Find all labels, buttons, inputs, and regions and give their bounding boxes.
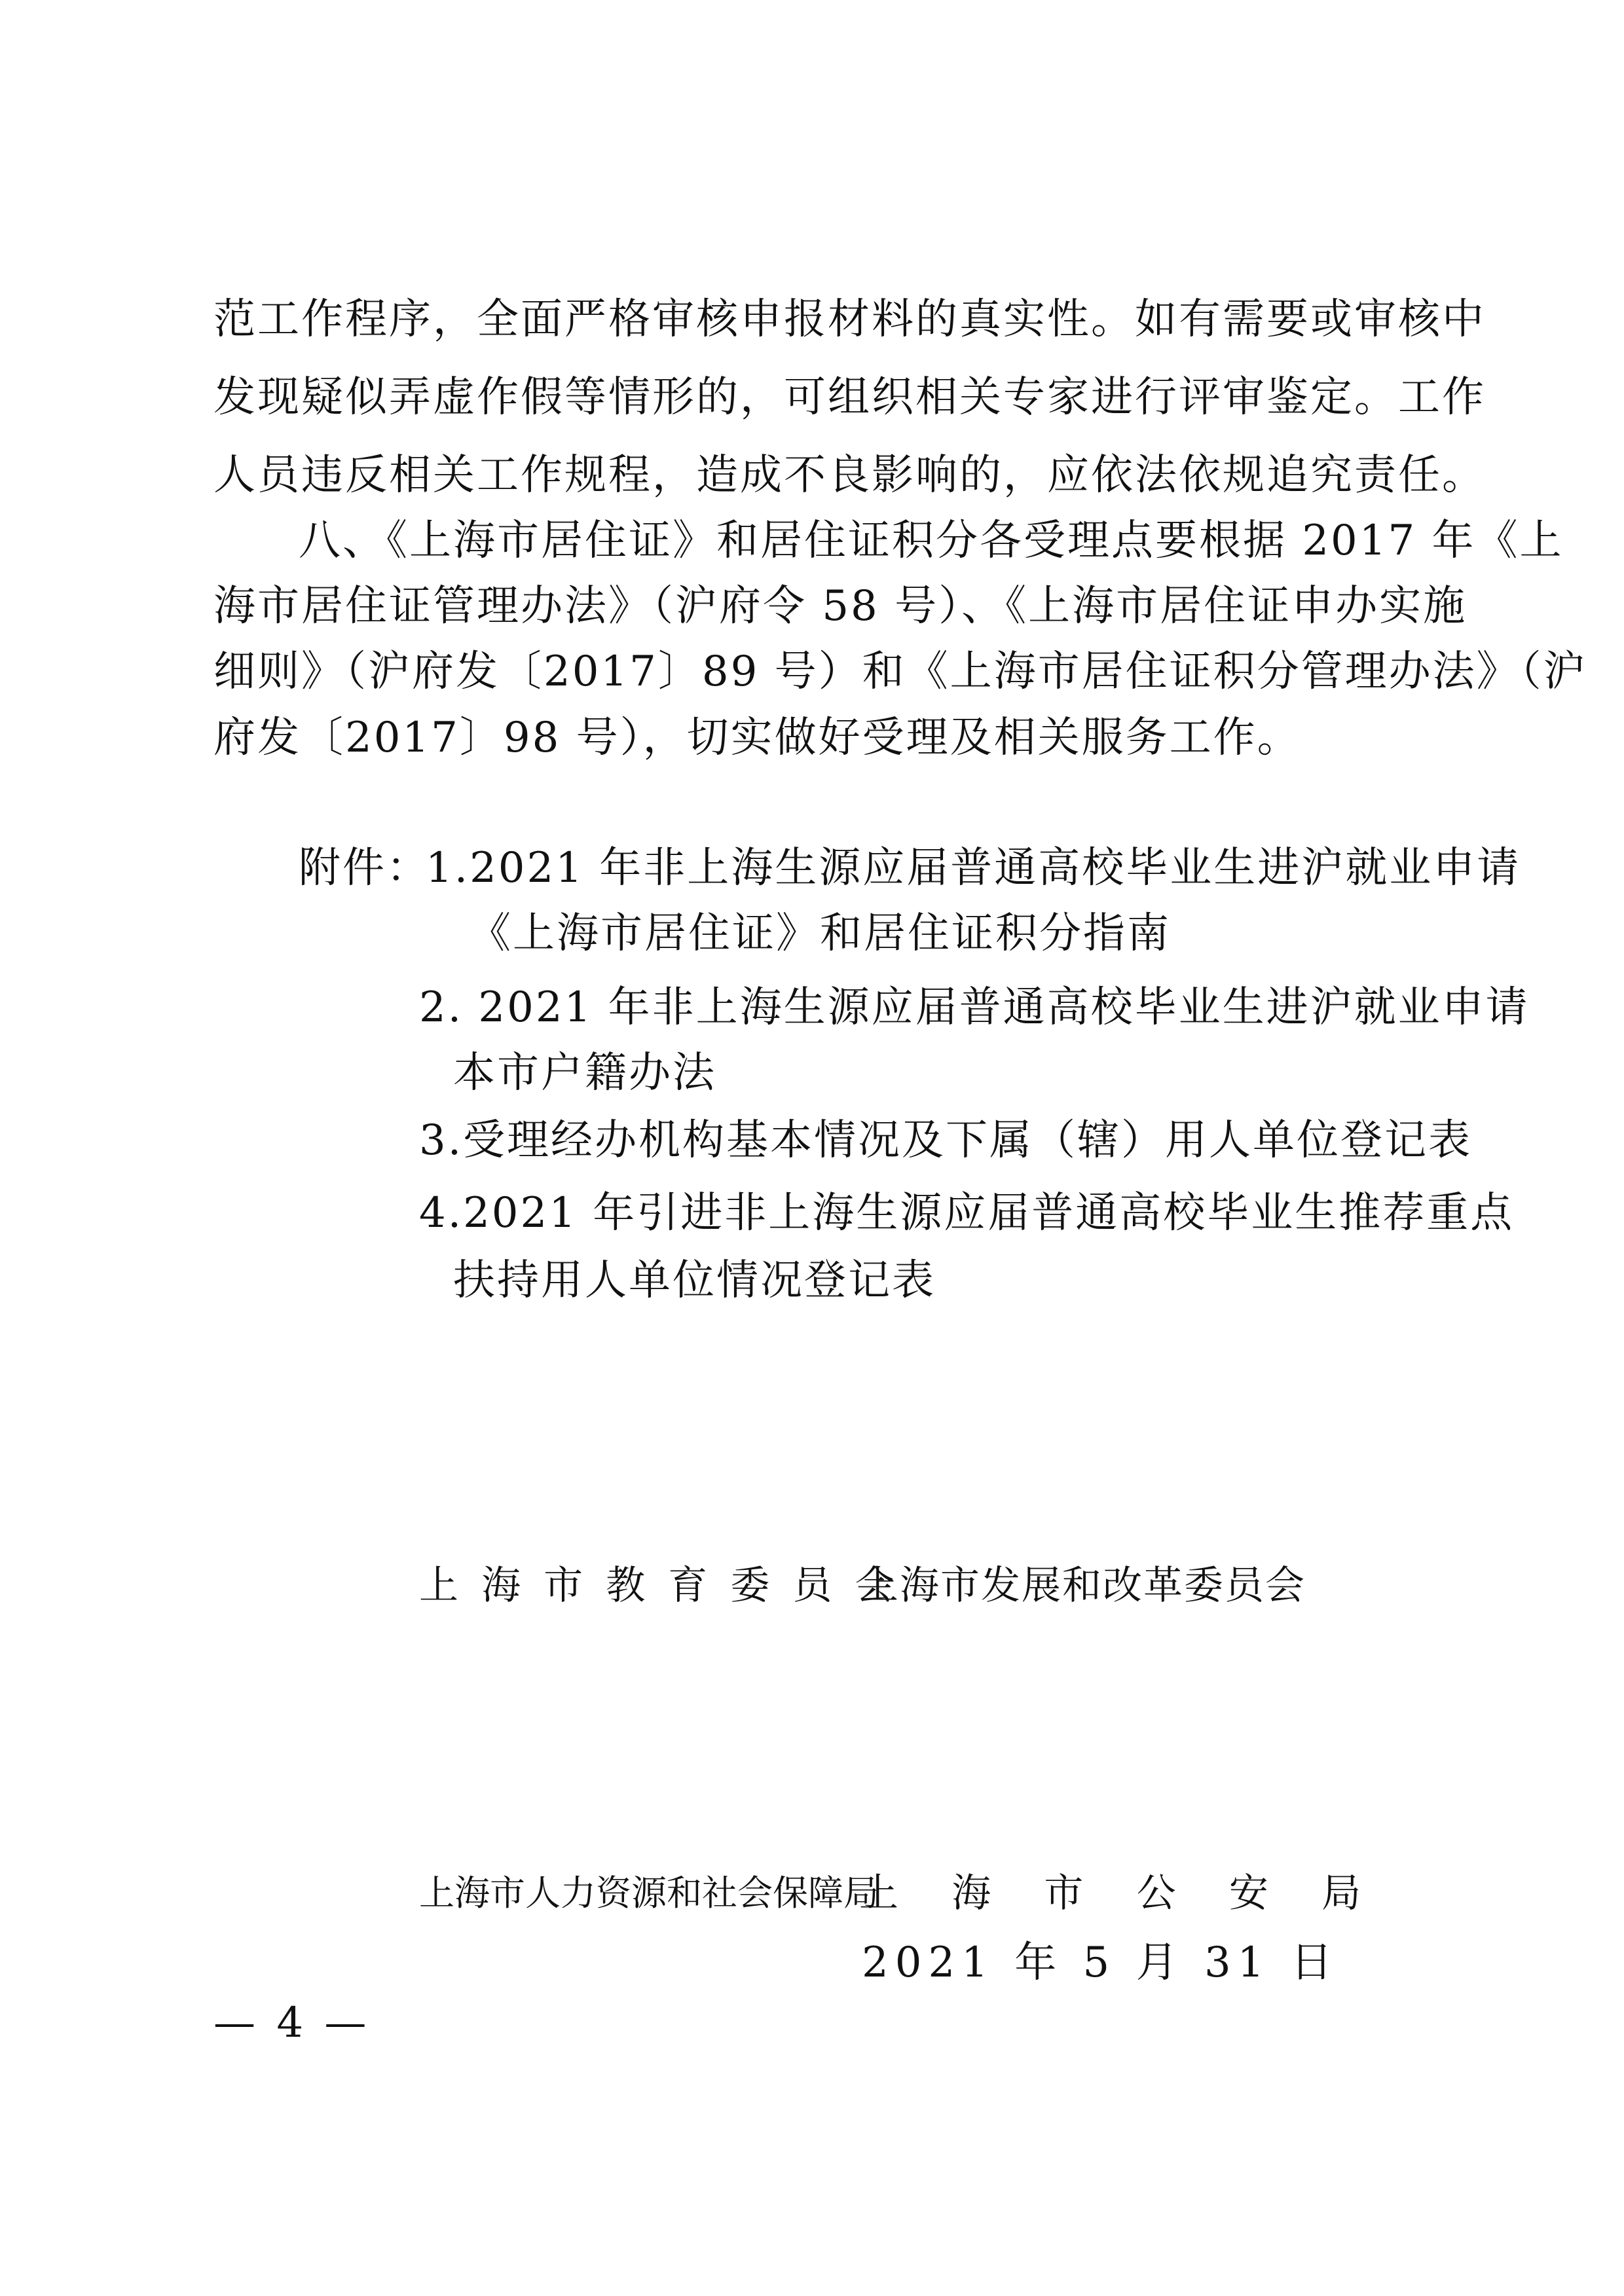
paragraph-line: 海市居住证管理办法》（沪府令 58 号）、《上海市居住证申办实施 bbox=[213, 582, 1467, 630]
attachments-label: 附件： bbox=[299, 844, 430, 892]
signature-human-resources-bureau: 上海市人力资源和社会保障局 bbox=[419, 1872, 879, 1914]
signature-public-security-bureau: 上 海 市 公 安 局 bbox=[859, 1870, 1365, 1916]
paragraph-line: 八、《上海市居住证》和居住证积分各受理点要根据 2017 年《上 bbox=[299, 517, 1564, 565]
signature-development-reform-commission: 上海市发展和改革委员会 bbox=[859, 1563, 1306, 1609]
document-date: 2021 年 5 月 31 日 bbox=[862, 1939, 1339, 1987]
attachment-item-2-line1: 2. 2021 年非上海生源应届普通高校毕业生进沪就业申请 bbox=[419, 983, 1530, 1032]
paragraph-line: 人员违反相关工作规程，造成不良影响的，应依法依规追究责任。 bbox=[213, 451, 1486, 500]
paragraph-line: 范工作程序，全面严格审核申报材料的真实性。如有需要或审核中 bbox=[213, 295, 1486, 344]
attachment-item-3-line1: 3.受理经办机构基本情况及下属（辖）用人单位登记表 bbox=[419, 1116, 1473, 1165]
paragraph-line: 细则》（沪府发〔2017〕89 号）和《上海市居住证积分管理办法》（沪 bbox=[213, 647, 1587, 696]
signature-education-commission: 上 海 市 教 育 委 员 会 bbox=[419, 1563, 900, 1609]
paragraph-line: 发现疑似弄虚作假等情形的，可组织相关专家进行评审鉴定。工作 bbox=[213, 373, 1486, 422]
attachment-item-1-line2: 《上海市居住证》和居住证积分指南 bbox=[469, 909, 1171, 958]
attachment-item-2-line2: 本市户籍办法 bbox=[453, 1049, 716, 1097]
attachment-item-4-line2: 扶持用人单位情况登记表 bbox=[453, 1256, 936, 1305]
attachment-item-1-line1: 1.2021 年非上海生源应届普通高校毕业生进沪就业申请 bbox=[426, 844, 1521, 892]
attachment-item-4-line1: 4.2021 年引进非上海生源应届普通高校毕业生推荐重点 bbox=[419, 1189, 1515, 1237]
page-number: — 4 — bbox=[213, 1999, 371, 2047]
paragraph-line: 府发〔2017〕98 号），切实做好受理及相关服务工作。 bbox=[213, 714, 1301, 762]
